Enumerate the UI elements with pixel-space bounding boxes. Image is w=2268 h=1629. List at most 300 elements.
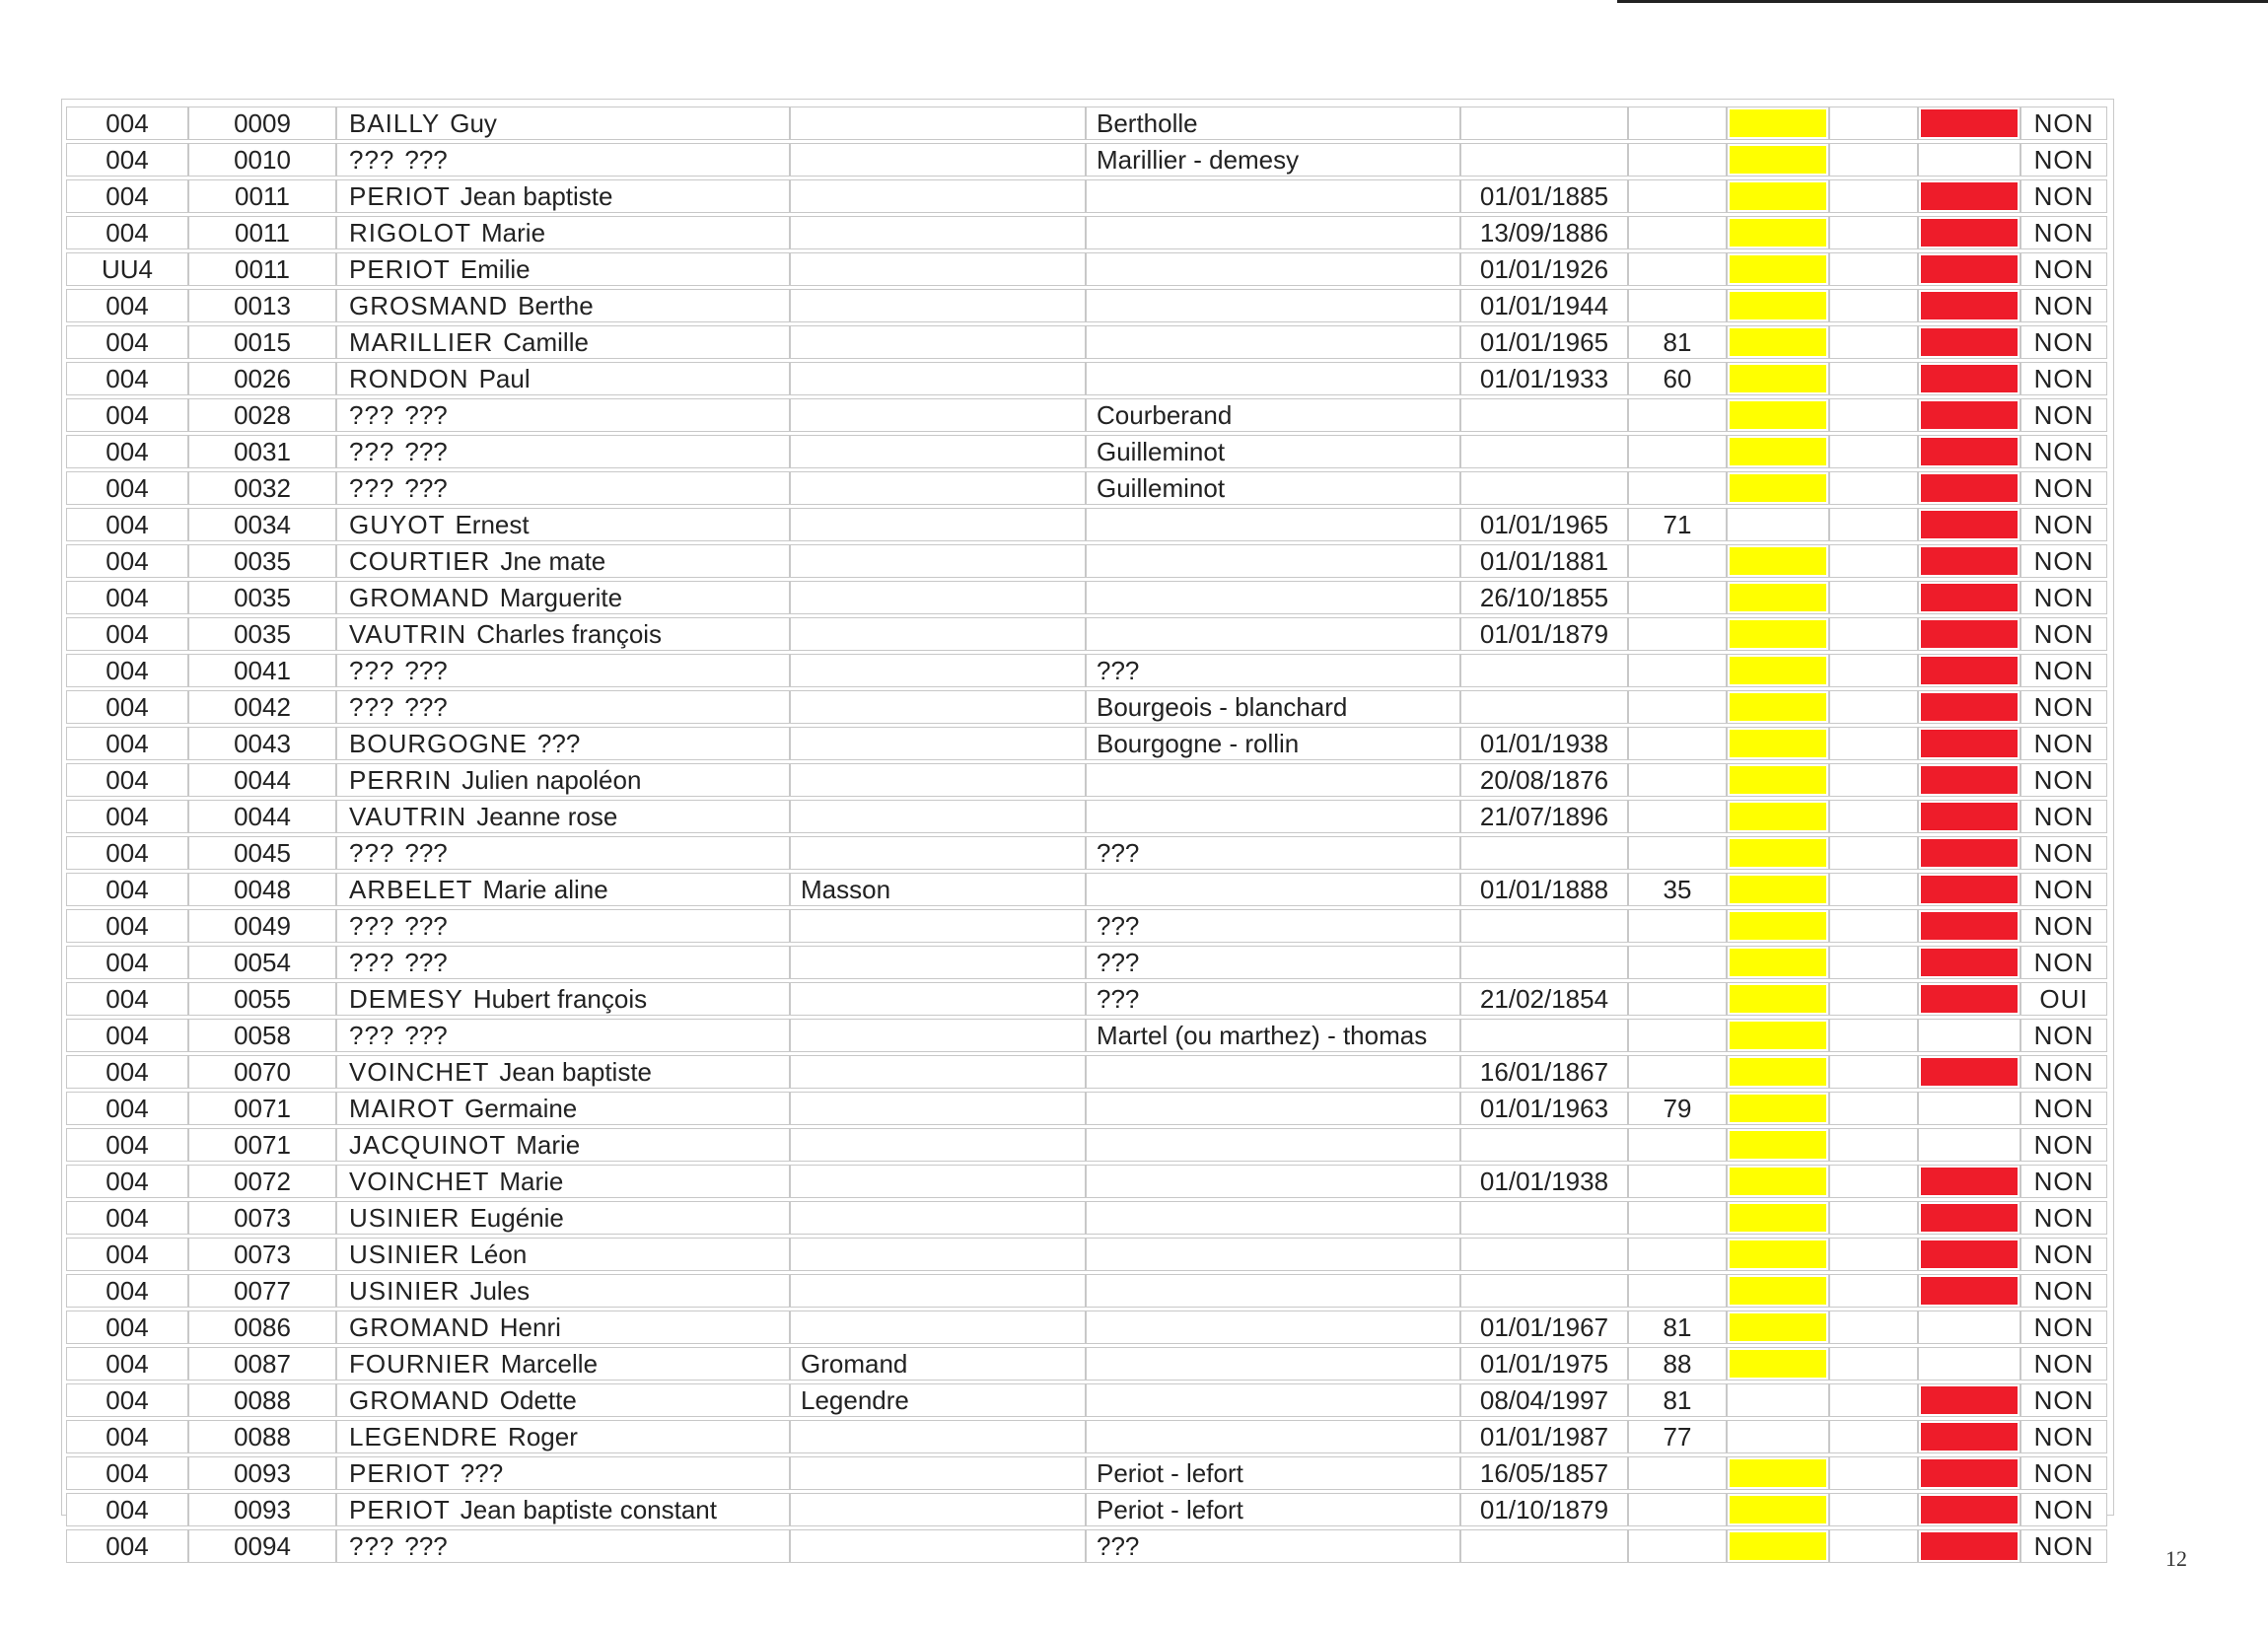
yellow-marker (1730, 474, 1826, 502)
blank-cell (1829, 143, 1918, 177)
age-cell (1628, 252, 1727, 286)
date-cell (1460, 398, 1628, 432)
yellow-marker (1730, 839, 1826, 867)
red-marker-cell (1918, 617, 2020, 651)
status-flag-cell: NON (2020, 1055, 2107, 1089)
given-name: ??? (404, 1531, 448, 1561)
date-cell (1460, 654, 1628, 687)
status-flag-cell: NON (2020, 727, 2107, 760)
red-marker-cell (1918, 1274, 2020, 1308)
yellow-marker (1730, 401, 1826, 429)
grave-number-cell: 0087 (188, 1347, 336, 1381)
red-marker (1921, 109, 2018, 137)
red-marker (1921, 182, 2018, 210)
yellow-marker (1730, 146, 1826, 174)
yellow-marker (1730, 912, 1826, 940)
spouse-name-cell: Masson (790, 873, 1086, 906)
red-marker-cell (1918, 508, 2020, 541)
red-marker-cell (1918, 1310, 2020, 1344)
spouse-name-cell (790, 763, 1086, 797)
section-code-cell: 004 (66, 1347, 188, 1381)
date-cell (1460, 435, 1628, 468)
section-code-cell: 004 (66, 471, 188, 505)
red-marker (1921, 693, 2018, 721)
red-marker (1921, 1459, 2018, 1487)
surname: USINIER (349, 1276, 461, 1306)
date-cell (1460, 471, 1628, 505)
grave-number-cell: 0009 (188, 106, 336, 140)
name-cell (336, 1165, 790, 1198)
table-row (66, 544, 2107, 578)
blank-cell (1829, 544, 1918, 578)
empty-marker (1921, 146, 2018, 174)
blank-cell (1829, 1055, 1918, 1089)
yellow-marker (1730, 657, 1826, 684)
status-flag-cell: NON (2020, 1310, 2107, 1344)
red-marker (1921, 474, 2018, 502)
parents-cell (1086, 179, 1460, 213)
age-cell: 71 (1628, 508, 1727, 541)
spouse-name-cell (790, 1529, 1086, 1563)
given-name: Roger (508, 1422, 578, 1452)
status-flag-cell: NON (2020, 289, 2107, 322)
section-code-cell: 004 (66, 763, 188, 797)
name-cell (336, 727, 790, 760)
parents-cell (1086, 1201, 1460, 1235)
red-marker (1921, 657, 2018, 684)
parents-cell (1086, 252, 1460, 286)
grave-number-cell: 0035 (188, 581, 336, 614)
red-marker-cell (1918, 654, 2020, 687)
grave-number-cell: 0072 (188, 1165, 336, 1198)
age-cell (1628, 1529, 1727, 1563)
age-cell (1628, 946, 1727, 979)
table-row (66, 982, 2107, 1016)
name-cell (336, 508, 790, 541)
grave-number-cell: 0028 (188, 398, 336, 432)
spouse-name-cell (790, 362, 1086, 395)
red-marker-cell (1918, 1238, 2020, 1271)
empty-marker (1730, 1423, 1826, 1451)
blank-cell (1829, 106, 1918, 140)
blank-cell (1829, 1019, 1918, 1052)
blank-cell (1829, 873, 1918, 906)
yellow-marker-cell (1727, 800, 1829, 833)
yellow-marker-cell (1727, 617, 1829, 651)
red-marker-cell (1918, 179, 2020, 213)
blank-cell (1829, 1493, 1918, 1526)
surname: USINIER (349, 1239, 461, 1269)
table-row (66, 873, 2107, 906)
spouse-name-cell (790, 252, 1086, 286)
grave-number-cell: 0048 (188, 873, 336, 906)
table-row (66, 690, 2107, 724)
grave-number-cell: 0043 (188, 727, 336, 760)
red-marker (1921, 584, 2018, 611)
spouse-name-cell (790, 836, 1086, 870)
given-name: Marguerite (499, 583, 623, 612)
status-flag-cell: NON (2020, 654, 2107, 687)
red-marker-cell (1918, 325, 2020, 359)
yellow-marker-cell (1727, 946, 1829, 979)
given-name: Henri (499, 1312, 561, 1342)
surname: LEGENDRE (349, 1422, 499, 1452)
date-cell: 16/05/1857 (1460, 1456, 1628, 1490)
date-cell: 01/01/1965 (1460, 325, 1628, 359)
parents-cell (1086, 1274, 1460, 1308)
blank-cell (1829, 617, 1918, 651)
name-cell (336, 1274, 790, 1308)
surname: GROMAND (349, 1312, 490, 1342)
age-cell (1628, 1456, 1727, 1490)
yellow-marker-cell (1727, 143, 1829, 177)
table-row (66, 581, 2107, 614)
date-cell: 26/10/1855 (1460, 581, 1628, 614)
spouse-name-cell (790, 1019, 1086, 1052)
blank-cell (1829, 654, 1918, 687)
table-row (66, 471, 2107, 505)
yellow-marker (1730, 1459, 1826, 1487)
surname: ??? (349, 1531, 395, 1561)
age-cell: 81 (1628, 325, 1727, 359)
grave-number-cell: 0094 (188, 1529, 336, 1563)
table-row (66, 1420, 2107, 1453)
age-cell (1628, 581, 1727, 614)
parents-cell (1086, 325, 1460, 359)
blank-cell (1829, 471, 1918, 505)
yellow-marker (1730, 1496, 1826, 1523)
yellow-marker-cell (1727, 909, 1829, 943)
surname: VOINCHET (349, 1057, 490, 1087)
red-marker (1921, 328, 2018, 356)
spouse-name-cell (790, 1201, 1086, 1235)
parents-cell (1086, 1347, 1460, 1381)
red-marker-cell (1918, 727, 2020, 760)
grave-number-cell: 0031 (188, 435, 336, 468)
status-flag-cell: NON (2020, 1383, 2107, 1417)
status-flag-cell: NON (2020, 1019, 2107, 1052)
red-marker (1921, 511, 2018, 538)
given-name: ??? (404, 400, 448, 430)
date-cell: 01/01/1975 (1460, 1347, 1628, 1381)
red-marker-cell (1918, 1165, 2020, 1198)
status-flag-cell: NON (2020, 398, 2107, 432)
spouse-name-cell (790, 946, 1086, 979)
yellow-marker (1730, 1168, 1826, 1195)
yellow-marker (1730, 1058, 1826, 1086)
blank-cell (1829, 800, 1918, 833)
section-code-cell: 004 (66, 690, 188, 724)
empty-marker (1730, 511, 1826, 538)
spouse-name-cell (790, 581, 1086, 614)
spouse-name-cell (790, 690, 1086, 724)
given-name: ??? (460, 1458, 504, 1488)
spouse-name-cell (790, 471, 1086, 505)
date-cell: 01/01/1933 (1460, 362, 1628, 395)
status-flag-cell: NON (2020, 909, 2107, 943)
date-cell (1460, 1201, 1628, 1235)
red-marker (1921, 839, 2018, 867)
parents-cell: ??? (1086, 836, 1460, 870)
surname: ??? (349, 911, 395, 941)
given-name: Marcelle (500, 1349, 599, 1379)
name-cell (336, 654, 790, 687)
yellow-marker (1730, 1532, 1826, 1560)
age-cell (1628, 1019, 1727, 1052)
given-name: ??? (404, 656, 448, 685)
blank-cell (1829, 1347, 1918, 1381)
parents-cell: ??? (1086, 982, 1460, 1016)
name-cell (336, 1238, 790, 1271)
grave-number-cell: 0011 (188, 252, 336, 286)
grave-number-cell: 0071 (188, 1092, 336, 1125)
given-name: Guy (450, 108, 497, 138)
status-flag-cell: NON (2020, 362, 2107, 395)
grave-number-cell: 0032 (188, 471, 336, 505)
yellow-marker-cell (1727, 1456, 1829, 1490)
red-marker-cell (1918, 471, 2020, 505)
surname: BAILLY (349, 108, 441, 138)
red-marker (1921, 876, 2018, 903)
given-name: Hubert françois (472, 984, 648, 1014)
grave-number-cell: 0058 (188, 1019, 336, 1052)
status-flag-cell: NON (2020, 508, 2107, 541)
blank-cell (1829, 362, 1918, 395)
given-name: Charles françois (476, 619, 663, 649)
yellow-marker (1730, 949, 1826, 976)
given-name: Eugénie (469, 1203, 564, 1233)
name-cell (336, 1493, 790, 1526)
yellow-marker (1730, 1131, 1826, 1159)
date-cell (1460, 1529, 1628, 1563)
given-name: Paul (478, 364, 531, 393)
date-cell (1460, 946, 1628, 979)
yellow-marker (1730, 620, 1826, 648)
yellow-marker-cell (1727, 690, 1829, 724)
name-cell (336, 435, 790, 468)
parents-cell (1086, 289, 1460, 322)
name-cell (336, 763, 790, 797)
given-name: Germaine (464, 1094, 578, 1123)
date-cell: 16/01/1867 (1460, 1055, 1628, 1089)
date-cell: 01/01/1926 (1460, 252, 1628, 286)
age-cell (1628, 1165, 1727, 1198)
surname: ??? (349, 473, 395, 503)
grave-number-cell: 0077 (188, 1274, 336, 1308)
parents-cell: Guilleminot (1086, 435, 1460, 468)
yellow-marker-cell (1727, 106, 1829, 140)
red-marker-cell (1918, 1493, 2020, 1526)
section-code-cell: 004 (66, 1238, 188, 1271)
age-cell: 60 (1628, 362, 1727, 395)
red-marker-cell (1918, 1347, 2020, 1381)
name-cell (336, 1092, 790, 1125)
table-row (66, 1055, 2107, 1089)
parents-cell (1086, 763, 1460, 797)
grave-number-cell: 0015 (188, 325, 336, 359)
grave-number-cell: 0034 (188, 508, 336, 541)
surname: VOINCHET (349, 1167, 490, 1196)
section-code-cell: 004 (66, 581, 188, 614)
name-cell (336, 179, 790, 213)
name-cell (336, 909, 790, 943)
given-name: Jeanne rose (476, 802, 618, 831)
red-marker-cell (1918, 800, 2020, 833)
surname: ??? (349, 692, 395, 722)
blank-cell (1829, 1238, 1918, 1271)
status-flag-cell: NON (2020, 1347, 2107, 1381)
page-number: 12 (2165, 1546, 2187, 1571)
name-cell (336, 1055, 790, 1089)
red-marker (1921, 255, 2018, 283)
red-marker (1921, 1423, 2018, 1451)
yellow-marker (1730, 109, 1826, 137)
status-flag-cell: OUI (2020, 982, 2107, 1016)
red-marker-cell (1918, 836, 2020, 870)
table-row (66, 289, 2107, 322)
spouse-name-cell: Gromand (790, 1347, 1086, 1381)
surname: VAUTRIN (349, 619, 467, 649)
yellow-marker-cell (1727, 1092, 1829, 1125)
empty-marker (1921, 1313, 2018, 1341)
given-name: ??? (404, 1021, 448, 1050)
grave-number-cell: 0013 (188, 289, 336, 322)
date-cell (1460, 690, 1628, 724)
spouse-name-cell (790, 435, 1086, 468)
yellow-marker-cell (1727, 179, 1829, 213)
blank-cell (1829, 1128, 1918, 1162)
given-name: ??? (404, 911, 448, 941)
age-cell (1628, 435, 1727, 468)
table-row (66, 216, 2107, 249)
blank-cell (1829, 727, 1918, 760)
grave-number-cell: 0088 (188, 1420, 336, 1453)
table-row (66, 836, 2107, 870)
table-row (66, 1347, 2107, 1381)
burial-register-table (66, 104, 2107, 1566)
age-cell: 79 (1628, 1092, 1727, 1125)
yellow-marker-cell (1727, 654, 1829, 687)
given-name: ??? (404, 473, 448, 503)
status-flag-cell: NON (2020, 435, 2107, 468)
name-cell (336, 143, 790, 177)
empty-marker (1921, 1022, 2018, 1049)
grave-number-cell: 0011 (188, 216, 336, 249)
grave-number-cell: 0071 (188, 1128, 336, 1162)
yellow-marker-cell (1727, 1529, 1829, 1563)
age-cell (1628, 1493, 1727, 1526)
scan-edge-line (1617, 0, 2268, 3)
name-cell (336, 398, 790, 432)
age-cell (1628, 1274, 1727, 1308)
red-marker-cell (1918, 1201, 2020, 1235)
surname: GROMAND (349, 583, 490, 612)
age-cell (1628, 1055, 1727, 1089)
status-flag-cell: NON (2020, 143, 2107, 177)
red-marker (1921, 1386, 2018, 1414)
spouse-name-cell (790, 1238, 1086, 1271)
surname: RONDON (349, 364, 469, 393)
red-marker-cell (1918, 1128, 2020, 1162)
red-marker (1921, 766, 2018, 794)
section-code-cell: 004 (66, 727, 188, 760)
spouse-name-cell (790, 508, 1086, 541)
section-code-cell: 004 (66, 544, 188, 578)
name-cell (336, 1128, 790, 1162)
blank-cell (1829, 179, 1918, 213)
surname: ??? (349, 656, 395, 685)
blank-cell (1829, 763, 1918, 797)
grave-number-cell: 0035 (188, 544, 336, 578)
yellow-marker-cell (1727, 763, 1829, 797)
name-cell (336, 617, 790, 651)
parents-cell (1086, 800, 1460, 833)
spouse-name-cell (790, 143, 1086, 177)
blank-cell (1829, 325, 1918, 359)
section-code-cell: 004 (66, 1456, 188, 1490)
date-cell: 08/04/1997 (1460, 1383, 1628, 1417)
grave-number-cell: 0011 (188, 179, 336, 213)
given-name: Julien napoléon (461, 765, 642, 795)
blank-cell (1829, 1092, 1918, 1125)
empty-marker (1730, 1386, 1826, 1414)
date-cell: 13/09/1886 (1460, 216, 1628, 249)
surname: GUYOT (349, 510, 446, 539)
parents-cell: ??? (1086, 654, 1460, 687)
blank-cell (1829, 1383, 1918, 1417)
grave-number-cell: 0026 (188, 362, 336, 395)
table-row (66, 617, 2107, 651)
spouse-name-cell (790, 1092, 1086, 1125)
name-cell (336, 690, 790, 724)
name-cell (336, 216, 790, 249)
section-code-cell: 004 (66, 1201, 188, 1235)
blank-cell (1829, 836, 1918, 870)
date-cell (1460, 1238, 1628, 1271)
section-code-cell: 004 (66, 362, 188, 395)
parents-cell: Guilleminot (1086, 471, 1460, 505)
red-marker (1921, 1204, 2018, 1232)
section-code-cell: 004 (66, 1383, 188, 1417)
yellow-marker-cell (1727, 982, 1829, 1016)
yellow-marker-cell (1727, 1493, 1829, 1526)
age-cell (1628, 544, 1727, 578)
date-cell: 01/01/1944 (1460, 289, 1628, 322)
red-marker-cell (1918, 252, 2020, 286)
red-marker (1921, 1168, 2018, 1195)
blank-cell (1829, 435, 1918, 468)
name-cell (336, 325, 790, 359)
yellow-marker (1730, 1313, 1826, 1341)
spouse-name-cell (790, 654, 1086, 687)
red-marker-cell (1918, 398, 2020, 432)
yellow-marker (1730, 1204, 1826, 1232)
date-cell (1460, 106, 1628, 140)
table-row (66, 1529, 2107, 1563)
red-marker-cell (1918, 143, 2020, 177)
given-name: Odette (499, 1385, 577, 1415)
red-marker-cell (1918, 1529, 2020, 1563)
name-cell (336, 873, 790, 906)
empty-marker (1921, 1350, 2018, 1378)
given-name: Ernest (455, 510, 530, 539)
surname: ??? (349, 1021, 395, 1050)
spouse-name-cell (790, 1420, 1086, 1453)
name-cell (336, 106, 790, 140)
red-marker (1921, 620, 2018, 648)
grave-number-cell: 0054 (188, 946, 336, 979)
red-marker (1921, 401, 2018, 429)
